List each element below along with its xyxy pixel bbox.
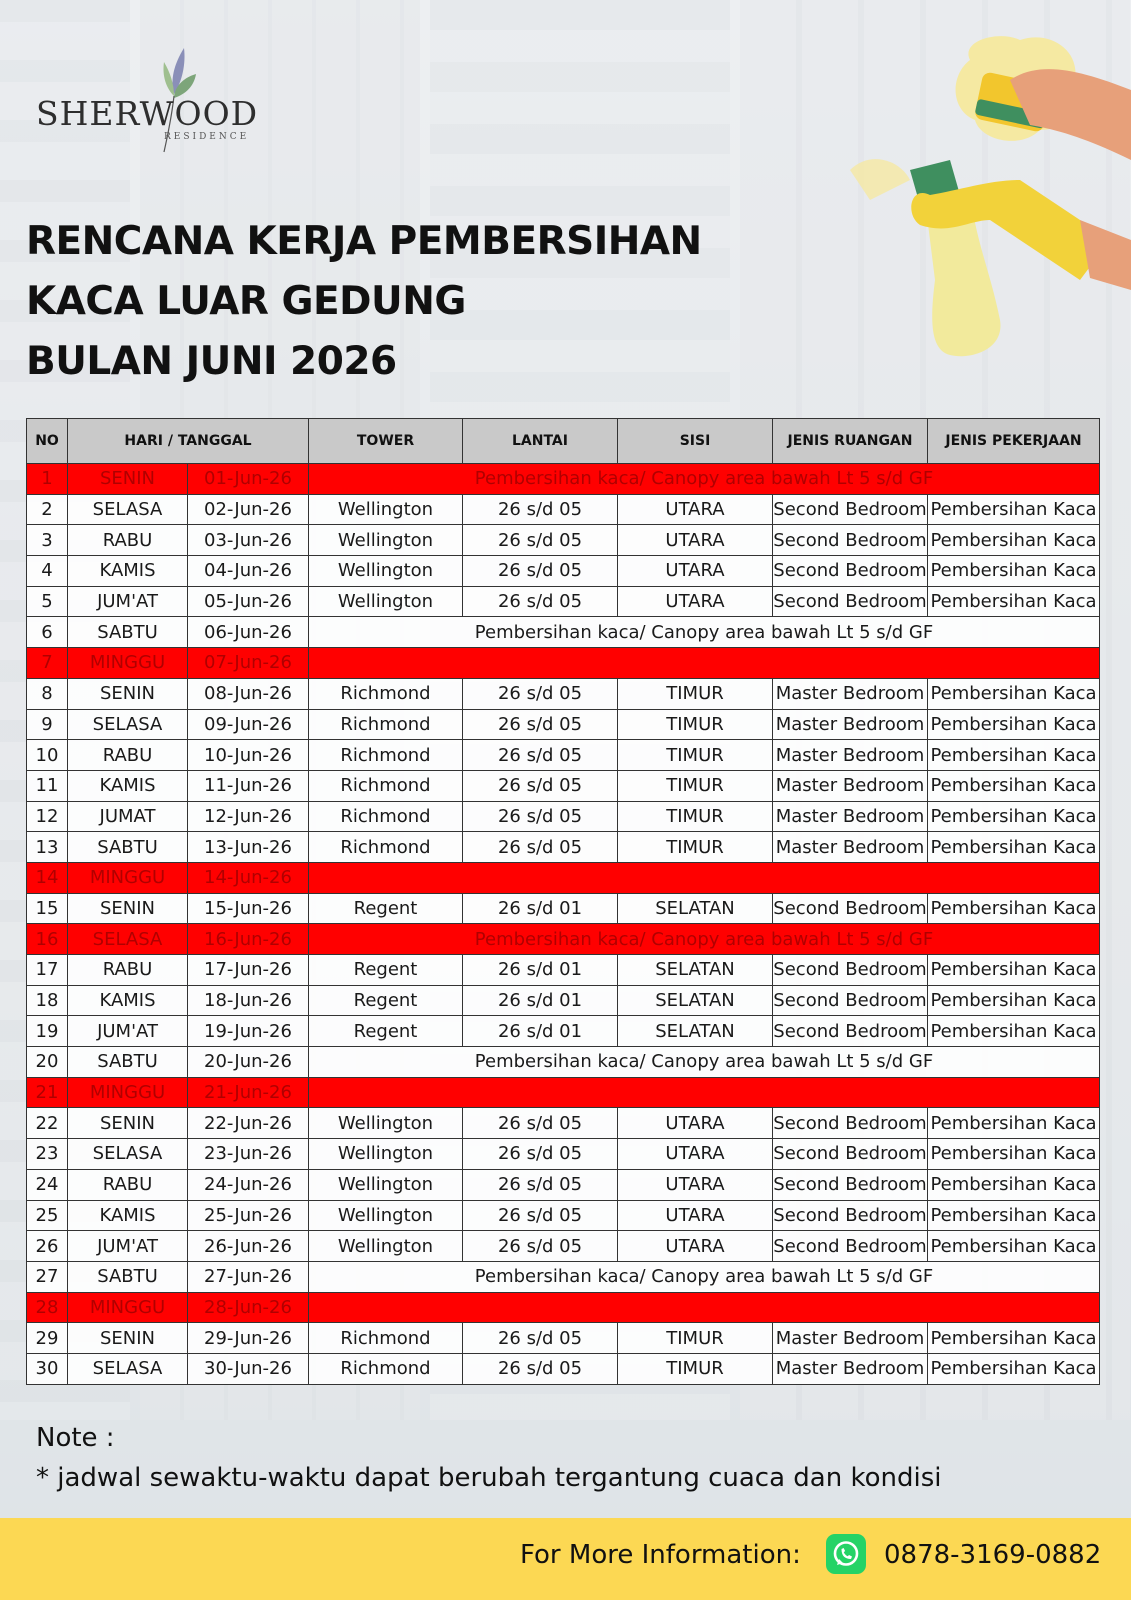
cell-day: SELASA: [68, 494, 188, 525]
cell-tower: Wellington: [309, 1231, 463, 1262]
cell-note: [309, 1292, 1100, 1323]
header-tower: TOWER: [309, 419, 463, 464]
cell-no: 22: [27, 1108, 68, 1139]
cell-day: JUM'AT: [68, 586, 188, 617]
page-title: [26, 212, 702, 392]
cell-day: KAMIS: [68, 556, 188, 587]
cell-pekerjaan: Pembersihan Kaca: [928, 1169, 1100, 1200]
cell-pekerjaan: Pembersihan Kaca: [928, 678, 1100, 709]
cell-ruangan: Master Bedroom: [773, 770, 928, 801]
header-lantai: LANTAI: [463, 419, 618, 464]
cell-sisi: SELATAN: [618, 985, 773, 1016]
cell-sisi: TIMUR: [618, 801, 773, 832]
cell-ruangan: Second Bedroom: [773, 1108, 928, 1139]
whatsapp-icon[interactable]: [826, 1534, 866, 1574]
table-row: [27, 832, 1100, 863]
cell-date: 08-Jun-26: [188, 678, 309, 709]
cell-tower: Richmond: [309, 1323, 463, 1354]
cell-tower: Richmond: [309, 832, 463, 863]
cell-no: 17: [27, 955, 68, 986]
cell-day: KAMIS: [68, 985, 188, 1016]
cell-day: SENIN: [68, 1108, 188, 1139]
table-row: [27, 1047, 1100, 1078]
cell-day: JUMAT: [68, 801, 188, 832]
cell-sisi: SELATAN: [618, 893, 773, 924]
cell-no: 10: [27, 740, 68, 771]
table-row: [27, 648, 1100, 679]
cell-sisi: TIMUR: [618, 678, 773, 709]
cell-day: SENIN: [68, 1323, 188, 1354]
cell-no: 30: [27, 1353, 68, 1384]
cell-no: 9: [27, 709, 68, 740]
cell-ruangan: Second Bedroom: [773, 586, 928, 617]
cell-pekerjaan: Pembersihan Kaca: [928, 740, 1100, 771]
cell-tower: Wellington: [309, 1200, 463, 1231]
cell-note: Pembersihan kaca/ Canopy area bawah Lt 5 s/d GF: [309, 1261, 1100, 1292]
table-row: [27, 770, 1100, 801]
cell-day: SENIN: [68, 464, 188, 495]
table-row: [27, 1323, 1100, 1354]
cell-pekerjaan: Pembersihan Kaca: [928, 893, 1100, 924]
cell-pekerjaan: Pembersihan Kaca: [928, 832, 1100, 863]
cell-ruangan: Master Bedroom: [773, 832, 928, 863]
cell-date: 26-Jun-26: [188, 1231, 309, 1262]
cell-no: 26: [27, 1231, 68, 1262]
cell-ruangan: Second Bedroom: [773, 525, 928, 556]
table-row: [27, 494, 1100, 525]
header-jenis-ruangan: JENIS RUANGAN: [773, 419, 928, 464]
cell-lantai: 26 s/d 05: [463, 801, 618, 832]
cell-tower: Regent: [309, 955, 463, 986]
cell-lantai: 26 s/d 05: [463, 586, 618, 617]
table-row: [27, 893, 1100, 924]
cell-sisi: TIMUR: [618, 709, 773, 740]
cell-lantai: 26 s/d 01: [463, 955, 618, 986]
cleaning-spray-illustration: [850, 20, 1131, 370]
header-hari-tanggal: HARI / TANGGAL: [68, 419, 309, 464]
table-row: [27, 1231, 1100, 1262]
cell-date: 29-Jun-26: [188, 1323, 309, 1354]
cell-day: RABU: [68, 1169, 188, 1200]
cell-ruangan: Second Bedroom: [773, 1200, 928, 1231]
title-line-1: RENCANA KERJA PEMBERSIHAN: [26, 219, 702, 264]
cell-lantai: 26 s/d 05: [463, 1323, 618, 1354]
cell-no: 16: [27, 924, 68, 955]
table-row: [27, 709, 1100, 740]
cell-sisi: UTARA: [618, 1108, 773, 1139]
table-row: [27, 862, 1100, 893]
cell-note: Pembersihan kaca/ Canopy area bawah Lt 5 s/d GF: [309, 464, 1100, 495]
cell-tower: Richmond: [309, 801, 463, 832]
table-row: [27, 1108, 1100, 1139]
cell-note: [309, 648, 1100, 679]
table-row: [27, 586, 1100, 617]
cell-lantai: 26 s/d 05: [463, 494, 618, 525]
footer-label: For More Information:: [520, 1540, 801, 1570]
cell-ruangan: Master Bedroom: [773, 740, 928, 771]
cell-sisi: UTARA: [618, 1139, 773, 1170]
cell-lantai: 26 s/d 05: [463, 1200, 618, 1231]
cell-sisi: UTARA: [618, 494, 773, 525]
cell-sisi: TIMUR: [618, 740, 773, 771]
cell-sisi: UTARA: [618, 586, 773, 617]
cell-no: 1: [27, 464, 68, 495]
cell-day: SABTU: [68, 617, 188, 648]
cell-pekerjaan: Pembersihan Kaca: [928, 1139, 1100, 1170]
cell-day: KAMIS: [68, 770, 188, 801]
cell-lantai: 26 s/d 05: [463, 525, 618, 556]
cell-date: 20-Jun-26: [188, 1047, 309, 1078]
cell-pekerjaan: Pembersihan Kaca: [928, 1200, 1100, 1231]
cell-lantai: 26 s/d 05: [463, 832, 618, 863]
cell-tower: Richmond: [309, 740, 463, 771]
cell-date: 28-Jun-26: [188, 1292, 309, 1323]
note: [36, 1418, 941, 1498]
cell-no: 11: [27, 770, 68, 801]
cell-day: SABTU: [68, 1047, 188, 1078]
cell-sisi: UTARA: [618, 556, 773, 587]
cell-note: [309, 862, 1100, 893]
cell-ruangan: Master Bedroom: [773, 1323, 928, 1354]
cell-sisi: TIMUR: [618, 1353, 773, 1384]
cell-tower: Wellington: [309, 1169, 463, 1200]
table-row: [27, 740, 1100, 771]
cell-date: 30-Jun-26: [188, 1353, 309, 1384]
footer-bar: [0, 1518, 1131, 1600]
cell-note: [309, 1077, 1100, 1108]
cell-pekerjaan: Pembersihan Kaca: [928, 985, 1100, 1016]
table-row: [27, 1261, 1100, 1292]
cell-no: 28: [27, 1292, 68, 1323]
cell-ruangan: Second Bedroom: [773, 893, 928, 924]
cell-ruangan: Second Bedroom: [773, 556, 928, 587]
cell-sisi: UTARA: [618, 1231, 773, 1262]
cell-tower: Wellington: [309, 556, 463, 587]
cell-sisi: UTARA: [618, 1169, 773, 1200]
cell-tower: Richmond: [309, 770, 463, 801]
table-row: [27, 924, 1100, 955]
cell-day: SELASA: [68, 1353, 188, 1384]
table-row: [27, 1016, 1100, 1047]
cell-no: 19: [27, 1016, 68, 1047]
cell-day: RABU: [68, 740, 188, 771]
cell-tower: Wellington: [309, 494, 463, 525]
table-body: [27, 464, 1100, 1385]
cell-ruangan: Second Bedroom: [773, 1016, 928, 1047]
cell-lantai: 26 s/d 05: [463, 770, 618, 801]
cell-date: 09-Jun-26: [188, 709, 309, 740]
cell-no: 29: [27, 1323, 68, 1354]
cell-day: SELASA: [68, 709, 188, 740]
cell-day: MINGGU: [68, 1292, 188, 1323]
cell-no: 27: [27, 1261, 68, 1292]
cell-day: MINGGU: [68, 1077, 188, 1108]
cell-no: 18: [27, 985, 68, 1016]
cell-pekerjaan: Pembersihan Kaca: [928, 1323, 1100, 1354]
header-sisi: SISI: [618, 419, 773, 464]
cell-pekerjaan: Pembersihan Kaca: [928, 770, 1100, 801]
cell-day: RABU: [68, 525, 188, 556]
cell-no: 20: [27, 1047, 68, 1078]
cell-tower: Wellington: [309, 1108, 463, 1139]
cell-ruangan: Second Bedroom: [773, 1139, 928, 1170]
table-header-row: [27, 419, 1100, 464]
cell-no: 15: [27, 893, 68, 924]
cell-no: 5: [27, 586, 68, 617]
cell-lantai: 26 s/d 05: [463, 1353, 618, 1384]
cell-no: 7: [27, 648, 68, 679]
cell-ruangan: Master Bedroom: [773, 801, 928, 832]
cell-day: SABTU: [68, 1261, 188, 1292]
cell-date: 25-Jun-26: [188, 1200, 309, 1231]
cell-lantai: 26 s/d 05: [463, 1169, 618, 1200]
cell-date: 24-Jun-26: [188, 1169, 309, 1200]
cell-lantai: 26 s/d 05: [463, 1108, 618, 1139]
cell-day: SENIN: [68, 678, 188, 709]
cell-pekerjaan: Pembersihan Kaca: [928, 709, 1100, 740]
cell-date: 22-Jun-26: [188, 1108, 309, 1139]
cell-pekerjaan: Pembersihan Kaca: [928, 494, 1100, 525]
cell-date: 17-Jun-26: [188, 955, 309, 986]
cell-lantai: 26 s/d 05: [463, 740, 618, 771]
cell-date: 21-Jun-26: [188, 1077, 309, 1108]
cell-lantai: 26 s/d 05: [463, 556, 618, 587]
cell-sisi: TIMUR: [618, 1323, 773, 1354]
cell-date: 02-Jun-26: [188, 494, 309, 525]
cell-ruangan: Second Bedroom: [773, 1169, 928, 1200]
cell-date: 27-Jun-26: [188, 1261, 309, 1292]
cell-no: 8: [27, 678, 68, 709]
cell-day: RABU: [68, 955, 188, 986]
cell-ruangan: Master Bedroom: [773, 1353, 928, 1384]
title-line-2: KACA LUAR GEDUNG: [26, 279, 466, 324]
header-no: NO: [27, 419, 68, 464]
cell-date: 14-Jun-26: [188, 862, 309, 893]
cell-pekerjaan: Pembersihan Kaca: [928, 525, 1100, 556]
cell-tower: Regent: [309, 985, 463, 1016]
table-row: [27, 525, 1100, 556]
cell-pekerjaan: Pembersihan Kaca: [928, 1231, 1100, 1262]
cell-lantai: 26 s/d 05: [463, 1231, 618, 1262]
cell-tower: Wellington: [309, 525, 463, 556]
cell-sisi: UTARA: [618, 1200, 773, 1231]
cell-note: Pembersihan kaca/ Canopy area bawah Lt 5 s/d GF: [309, 924, 1100, 955]
cell-day: KAMIS: [68, 1200, 188, 1231]
cell-lantai: 26 s/d 01: [463, 893, 618, 924]
table-row: [27, 801, 1100, 832]
cell-date: 05-Jun-26: [188, 586, 309, 617]
cell-no: 4: [27, 556, 68, 587]
cell-date: 03-Jun-26: [188, 525, 309, 556]
schedule-table: [26, 418, 1100, 1385]
note-text: * jadwal sewaktu-waktu dapat berubah tergantung cuaca dan kondisi: [36, 1463, 942, 1493]
cell-day: JUM'AT: [68, 1231, 188, 1262]
cell-sisi: SELATAN: [618, 1016, 773, 1047]
logo-wordmark: SHERWOOD: [36, 94, 259, 133]
cell-date: 23-Jun-26: [188, 1139, 309, 1170]
cell-date: 10-Jun-26: [188, 740, 309, 771]
cell-no: 23: [27, 1139, 68, 1170]
cell-sisi: UTARA: [618, 525, 773, 556]
cell-pekerjaan: Pembersihan Kaca: [928, 1353, 1100, 1384]
cell-sisi: TIMUR: [618, 770, 773, 801]
cell-date: 06-Jun-26: [188, 617, 309, 648]
cell-note: Pembersihan kaca/ Canopy area bawah Lt 5 s/d GF: [309, 1047, 1100, 1078]
cell-date: 15-Jun-26: [188, 893, 309, 924]
cell-date: 11-Jun-26: [188, 770, 309, 801]
table-row: [27, 1292, 1100, 1323]
cell-no: 2: [27, 494, 68, 525]
cell-pekerjaan: Pembersihan Kaca: [928, 556, 1100, 587]
table-row: [27, 1169, 1100, 1200]
cell-date: 07-Jun-26: [188, 648, 309, 679]
footer-phone-number[interactable]: 0878-3169-0882: [884, 1540, 1102, 1570]
cell-day: MINGGU: [68, 862, 188, 893]
cell-ruangan: Second Bedroom: [773, 985, 928, 1016]
cell-date: 19-Jun-26: [188, 1016, 309, 1047]
sherwood-logo: [36, 44, 259, 154]
cell-tower: Richmond: [309, 709, 463, 740]
cell-tower: Wellington: [309, 586, 463, 617]
cell-lantai: 26 s/d 05: [463, 709, 618, 740]
note-label: Note :: [36, 1423, 115, 1453]
cell-lantai: 26 s/d 01: [463, 985, 618, 1016]
table-row: [27, 678, 1100, 709]
cell-day: MINGGU: [68, 648, 188, 679]
cell-lantai: 26 s/d 05: [463, 678, 618, 709]
cell-pekerjaan: Pembersihan Kaca: [928, 955, 1100, 986]
header-jenis-pekerjaan: JENIS PEKERJAAN: [928, 419, 1100, 464]
cell-day: JUM'AT: [68, 1016, 188, 1047]
cell-date: 01-Jun-26: [188, 464, 309, 495]
cell-date: 18-Jun-26: [188, 985, 309, 1016]
cell-lantai: 26 s/d 05: [463, 1139, 618, 1170]
cell-day: SELASA: [68, 1139, 188, 1170]
cell-no: 21: [27, 1077, 68, 1108]
cell-day: SABTU: [68, 832, 188, 863]
cell-no: 14: [27, 862, 68, 893]
cell-pekerjaan: Pembersihan Kaca: [928, 1108, 1100, 1139]
cell-date: 13-Jun-26: [188, 832, 309, 863]
cell-tower: Wellington: [309, 1139, 463, 1170]
cell-ruangan: Master Bedroom: [773, 678, 928, 709]
cell-tower: Regent: [309, 1016, 463, 1047]
cell-date: 04-Jun-26: [188, 556, 309, 587]
table-row: [27, 985, 1100, 1016]
cell-day: SELASA: [68, 924, 188, 955]
table-row: [27, 1200, 1100, 1231]
table-row: [27, 556, 1100, 587]
table-row: [27, 1353, 1100, 1384]
cell-no: 3: [27, 525, 68, 556]
cell-lantai: 26 s/d 01: [463, 1016, 618, 1047]
cell-pekerjaan: Pembersihan Kaca: [928, 586, 1100, 617]
cell-ruangan: Second Bedroom: [773, 1231, 928, 1262]
cell-tower: Richmond: [309, 1353, 463, 1384]
cell-day: SENIN: [68, 893, 188, 924]
cell-sisi: SELATAN: [618, 955, 773, 986]
cell-no: 24: [27, 1169, 68, 1200]
cell-no: 13: [27, 832, 68, 863]
cell-ruangan: Second Bedroom: [773, 955, 928, 986]
table-row: [27, 617, 1100, 648]
cell-note: Pembersihan kaca/ Canopy area bawah Lt 5 s/d GF: [309, 617, 1100, 648]
logo-subtitle: RESIDENCE: [164, 132, 250, 142]
table-row: [27, 1139, 1100, 1170]
table-row: [27, 955, 1100, 986]
table-row: [27, 464, 1100, 495]
cell-date: 16-Jun-26: [188, 924, 309, 955]
cell-no: 25: [27, 1200, 68, 1231]
table-row: [27, 1077, 1100, 1108]
cell-ruangan: Master Bedroom: [773, 709, 928, 740]
cell-no: 6: [27, 617, 68, 648]
cell-ruangan: Second Bedroom: [773, 494, 928, 525]
cell-tower: Richmond: [309, 678, 463, 709]
title-line-3: BULAN JUNI 2026: [26, 339, 397, 384]
cell-pekerjaan: Pembersihan Kaca: [928, 1016, 1100, 1047]
cell-pekerjaan: Pembersihan Kaca: [928, 801, 1100, 832]
cell-tower: Regent: [309, 893, 463, 924]
cell-sisi: TIMUR: [618, 832, 773, 863]
cell-date: 12-Jun-26: [188, 801, 309, 832]
cell-no: 12: [27, 801, 68, 832]
